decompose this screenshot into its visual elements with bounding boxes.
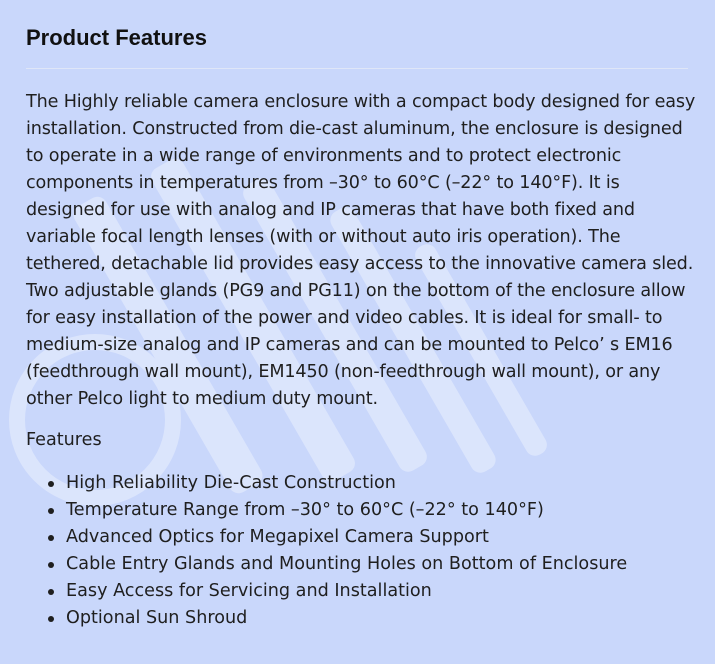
- list-item: [66, 578, 689, 605]
- title-divider: [26, 68, 688, 69]
- list-item: [66, 605, 689, 632]
- feature-text: Temperature Range from –30° to 60°C (–22° to 140°F): [66, 500, 544, 520]
- feature-list: [26, 470, 689, 632]
- bullet-icon: [48, 616, 54, 622]
- bullet-icon: [48, 535, 54, 541]
- section-title: Product Features: [26, 25, 207, 50]
- feature-text: Easy Access for Servicing and Installation: [66, 581, 432, 601]
- feature-text: Optional Sun Shroud: [66, 608, 248, 628]
- bullet-icon: [48, 481, 54, 487]
- bullet-icon: [48, 508, 54, 514]
- list-item: [66, 497, 689, 524]
- list-item: [66, 524, 689, 551]
- features-label: Features: [26, 430, 102, 450]
- bullet-icon: [48, 589, 54, 595]
- bullet-icon: [48, 562, 54, 568]
- product-description: The Highly reliable camera enclosure with a compact body designed for easy installation. Constructed from die-cast aluminum, the enclosure is designed to operate in a wide range of environments and to protect electronic components in temperatures from –30° to 60°C (–22° to 140°F). It is designed for use with analog and IP cameras that have both fixed and variable focal length lenses (with or without auto iris operation). The tethered, detachable lid provides easy access to the innovative camera sled. Two adjustable glands (PG9 and PG11) on the bottom of the enclosure allow for easy installation of the power and video cables. It is ideal for small- to medium-size analog and IP cameras and can be mounted to Pelco’ s EM16 (feedthrough wall mount), EM1450 (non-feedthrough wall mount), or any other Pelco light to medium duty mount.: [26, 92, 696, 409]
- list-item: [66, 470, 689, 497]
- feature-text: High Reliability Die-Cast Construction: [66, 473, 396, 493]
- feature-text: Cable Entry Glands and Mounting Holes on Bottom of Enclosure: [66, 554, 628, 574]
- list-item: [66, 551, 689, 578]
- feature-text: Advanced Optics for Megapixel Camera Support: [66, 527, 489, 547]
